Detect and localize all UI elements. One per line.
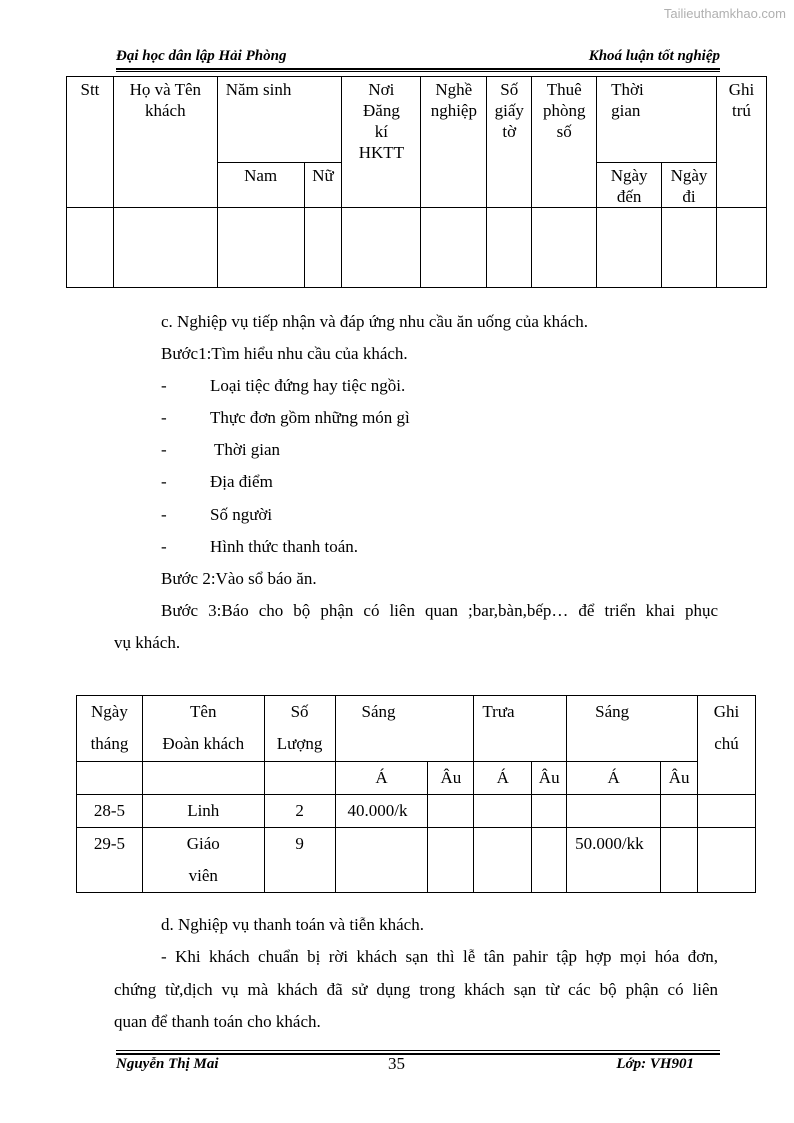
cell-evening-asian: 50.000/kk <box>567 828 661 893</box>
step-3-cont: vụ khách. <box>114 633 181 652</box>
section-d-line-2: chứng từ,dịch vụ mà khách đã sử dụng trong khách sạn từ các bộ phận có liên <box>114 980 718 999</box>
col-stt: Stt <box>67 77 114 208</box>
step-2: Bước 2:Vào sổ báo ăn. <box>161 569 317 588</box>
sub-european: Âu <box>428 762 474 795</box>
sub-european: Âu <box>661 762 698 795</box>
watermark: Tailieuthamkhao.com <box>663 6 786 21</box>
cell-quantity: 9 <box>264 828 335 893</box>
col-morning: Sáng <box>335 696 474 762</box>
meal-booking-table <box>76 695 756 893</box>
col-arrive-date: Ngày đến <box>597 163 662 208</box>
footer-class: Lớp: VH901 <box>616 1056 694 1072</box>
col-evening: Sáng <box>567 696 698 762</box>
table-row <box>67 208 767 288</box>
footer-rule <box>116 1053 720 1055</box>
cell-morning-asian <box>335 828 428 893</box>
sub-asian: Á <box>474 762 532 795</box>
col-name: Họ và Tên khách <box>113 77 217 208</box>
header-rule-thin <box>116 71 720 72</box>
list-dash: - <box>161 537 167 556</box>
col-time: Thời gian <box>597 77 717 163</box>
list-item: Hình thức thanh toán. <box>210 537 359 556</box>
col-room: Thuê phòng số <box>532 77 597 208</box>
col-registered-place: Nơi Đăng kí HKTT <box>342 77 421 208</box>
col-male: Nam <box>217 163 304 208</box>
footer-author: Nguyễn Thị Mai <box>116 1056 219 1072</box>
col-note: Ghi chú <box>698 696 756 795</box>
list-dash: - <box>161 505 167 524</box>
footer-rule-thin <box>116 1050 720 1051</box>
section-c-title: c. Nghiệp vụ tiếp nhận và đáp ứng nhu cầu ăn uống của khách. <box>161 312 589 331</box>
list-item: Thời gian <box>210 440 281 459</box>
list-item: Loại tiệc đứng hay tiệc ngồi. <box>210 376 406 395</box>
sub-asian: Á <box>335 762 428 795</box>
step-1: Bước1:Tìm hiểu nhu cầu của khách. <box>161 344 408 363</box>
cell-date: 28-5 <box>77 795 143 828</box>
page-header <box>116 48 720 68</box>
section-d-line-1: - Khi khách chuẩn bị rời khách sạn thì lễ tân pahir tập hợp mọi hóa đơn, <box>161 947 718 966</box>
header-rule <box>116 68 720 70</box>
list-item: Thực đơn gồm những món gì <box>210 408 410 427</box>
sub-asian: Á <box>567 762 661 795</box>
cell-morning-asian: 40.000/k <box>335 795 428 828</box>
guest-registration-table <box>66 76 767 288</box>
cell-date: 29-5 <box>77 828 143 893</box>
col-leave-date: Ngày đi <box>662 163 717 208</box>
col-female: Nữ <box>304 163 342 208</box>
list-dash: - <box>161 376 167 395</box>
list-item: Địa điểm <box>210 472 273 491</box>
sub-european: Âu <box>532 762 567 795</box>
list-dash: - <box>161 408 167 427</box>
col-quantity: Số Lượng <box>264 696 335 762</box>
cell-quantity: 2 <box>264 795 335 828</box>
col-noon: Trưa <box>474 696 567 762</box>
col-job: Nghề nghiệp <box>421 77 487 208</box>
header-university: Đại học dân lập Hải Phòng <box>116 48 287 64</box>
col-date: Ngày tháng <box>77 696 143 762</box>
table-row <box>77 828 756 893</box>
section-d-title: d. Nghiệp vụ thanh toán và tiễn khách. <box>161 915 424 934</box>
cell-evening-asian <box>567 795 661 828</box>
col-note: Ghi trú <box>717 77 767 208</box>
header-thesis: Khoá luận tốt nghiệp <box>588 48 720 64</box>
cell-group: Linh <box>142 795 264 828</box>
section-d-line-3: quan để thanh toán cho khách. <box>114 1012 321 1031</box>
col-group: Tên Đoàn khách <box>142 696 264 762</box>
page-number: 35 <box>388 1054 405 1073</box>
col-birth-year: Năm sinh <box>217 77 342 163</box>
cell-group: Giáo viên <box>142 828 264 893</box>
list-dash: - <box>161 472 167 491</box>
table-row <box>77 795 756 828</box>
list-item: Số người <box>210 505 273 524</box>
list-dash: - <box>161 440 167 459</box>
col-document: Số giấy tờ <box>487 77 532 208</box>
step-3: Bước 3:Báo cho bộ phận có liên quan ;bar,bàn,bếp… để triển khai phục <box>161 601 718 620</box>
